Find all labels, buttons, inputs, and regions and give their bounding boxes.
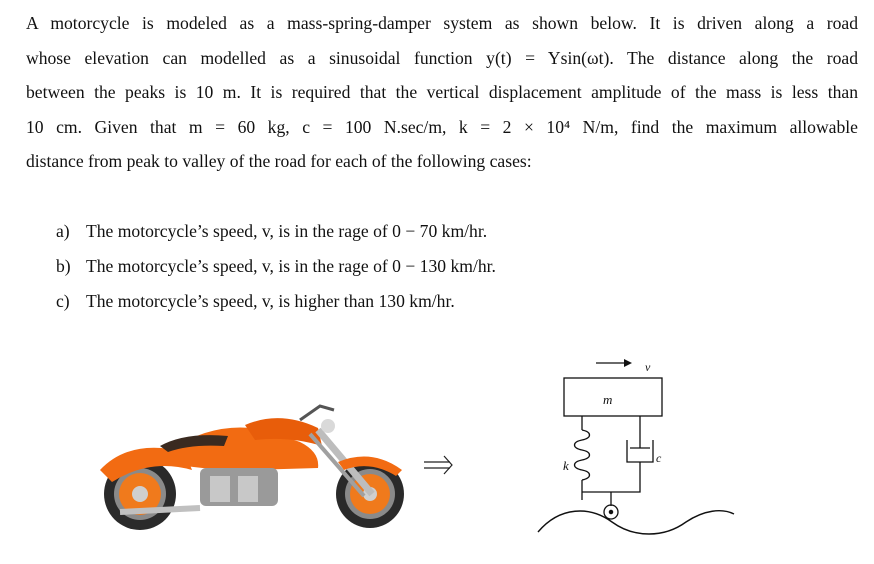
case-text: The motorcycle’s speed, v, is higher than 130 km/hr. — [86, 291, 455, 311]
problem-line: A motorcycle is modeled as a mass-spring-damper system as shown below. It is driven along a road — [26, 13, 858, 33]
case-label: b) — [56, 256, 71, 276]
case-text: The motorcycle’s speed, v, is in the rage of 0 − 130 km/hr. — [86, 256, 496, 276]
damper-label: c — [656, 451, 662, 465]
problem-line: distance from peak to valley of the road for each of the following cases: — [26, 151, 532, 172]
sinusoidal-road — [538, 511, 734, 534]
case-label: a) — [56, 221, 70, 241]
problem-line: between the peaks is 10 m. It is required that the vertical displacement amplitude of the mass is less than — [26, 82, 858, 103]
problem-line: 10 cm. Given that m = 60 kg, c = 100 N.sec/m, k = 2 × 10⁴ N/m, find the maximum allowable — [26, 116, 858, 137]
case-text: The motorcycle’s speed, v, is in the rage of 0 − 70 km/hr. — [86, 221, 488, 241]
damper — [627, 416, 653, 476]
mass-label: m — [603, 392, 613, 407]
velocity-arrow — [596, 359, 632, 367]
spring-label: k — [563, 458, 569, 473]
problem-line: whose elevation can modelled as a sinusoidal function y(t) = Ysin(ωt). The distance along the road — [26, 47, 858, 68]
mass-block — [564, 378, 662, 416]
velocity-label: v — [645, 360, 651, 374]
equivalence-arrow — [424, 456, 452, 474]
motorcycle-illustration — [100, 406, 404, 530]
case-label: c) — [56, 291, 70, 311]
spring — [575, 416, 590, 492]
